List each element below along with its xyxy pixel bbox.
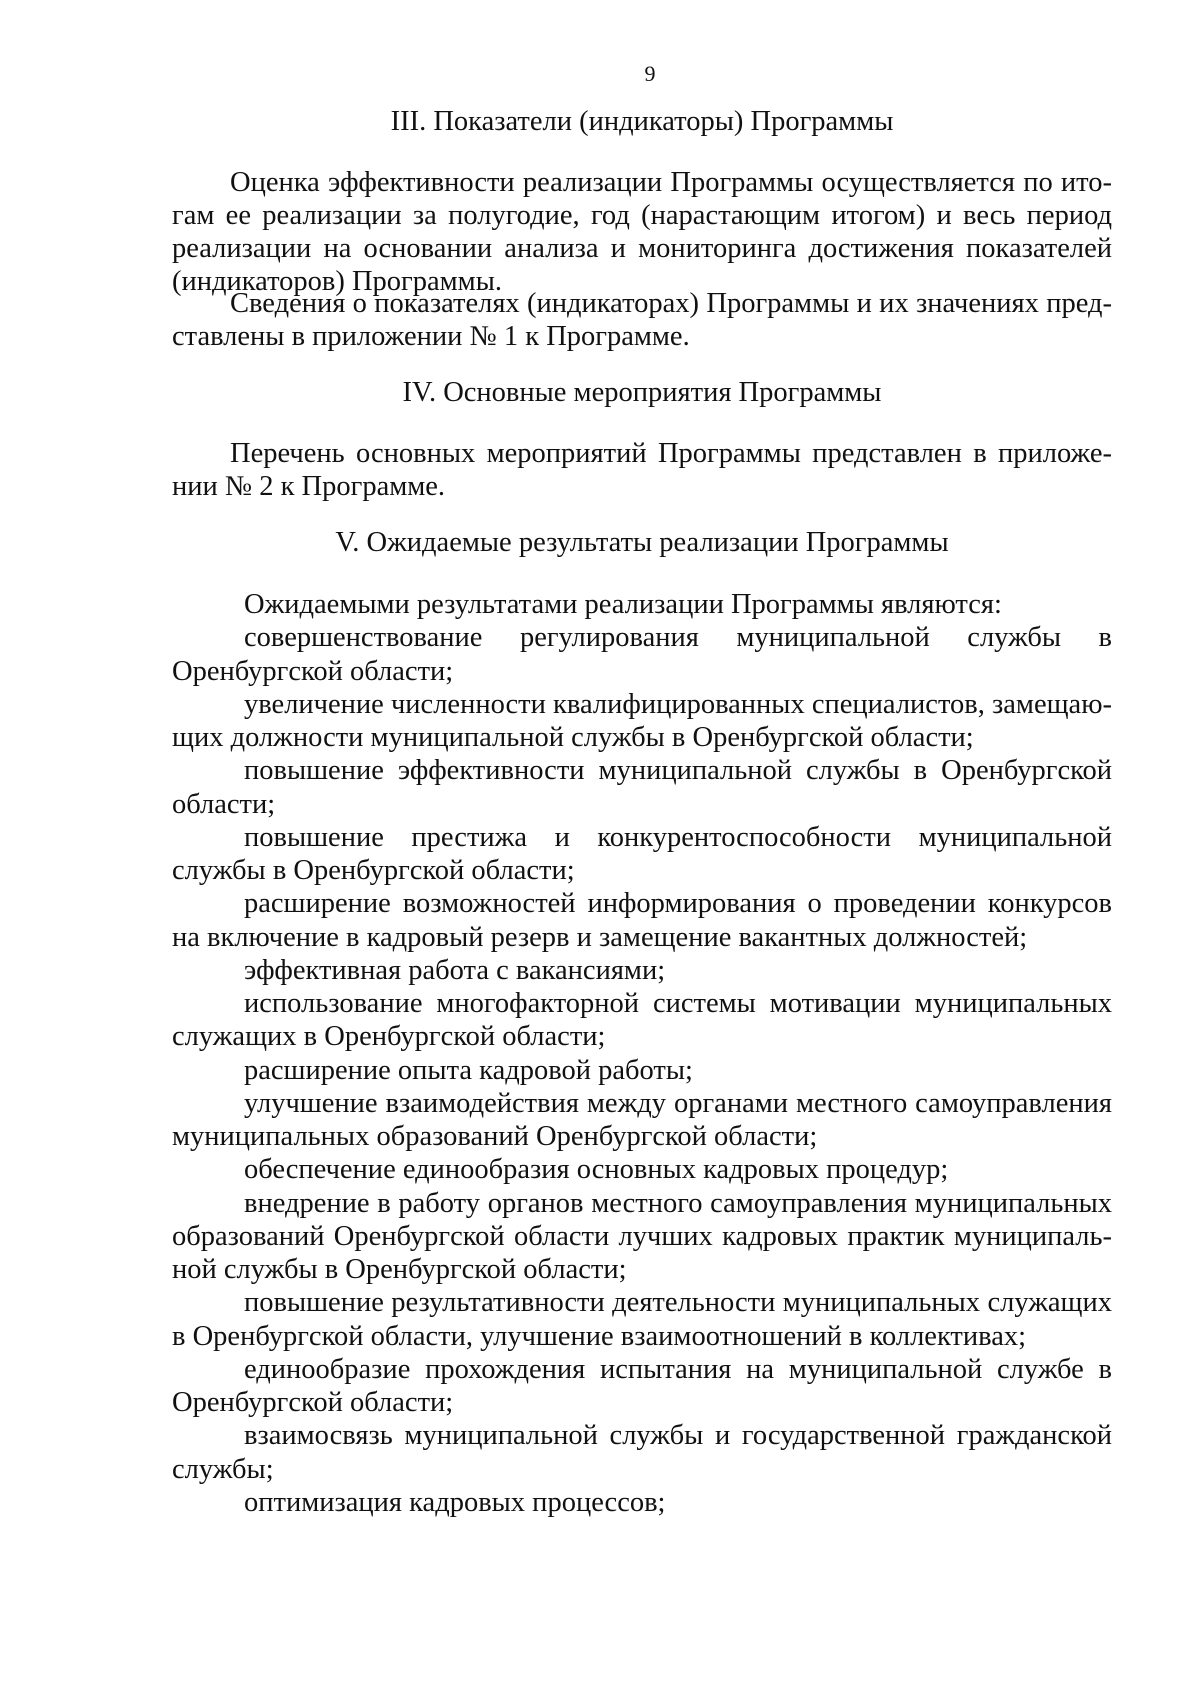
- section-5-heading: V. Ожидаемые результаты реализации Программы: [335, 527, 949, 558]
- list-item: повышение престижа и конкурентоспособности муниципальной службы в Оренбургской области;: [172, 821, 1112, 886]
- page-number: 9: [644, 61, 656, 86]
- expected-results-intro: Ожидаемыми результатами реализации Программы являются:: [244, 589, 1002, 620]
- section-3-heading: III. Показатели (индикаторы) Программы: [390, 106, 894, 137]
- list-item: расширение возможностей информирования о проведении конкурсов на включение в кадровый резерв и замещение вакантных должностей;: [172, 888, 1112, 953]
- section-4-paragraph-1: Перечень основных мероприятий Программы представлен в приложении № 2 к Программе.: [172, 438, 1112, 502]
- list-item: повышение эффективности муниципальной службы в Оренбургской области;: [172, 755, 1112, 820]
- list-item: увеличение численности квалифицированных специалистов, замещающих должности муниципальной службы в Оренбургской области;: [172, 688, 1112, 753]
- expected-results-list: [172, 588, 1112, 1519]
- list-item: взаимосвязь муниципальной службы и государственной гражданской службы;: [172, 1420, 1112, 1485]
- list-item: совершенствование регулирования муниципальной службы в Оренбургской области;: [172, 622, 1112, 687]
- section-3-paragraph-2: Сведения о показателях (индикаторах) Программы и их значениях представлены в приложении № 1 к Программе.: [172, 288, 1112, 352]
- list-item: расширение опыта кадровой работы;: [244, 1054, 693, 1086]
- list-item: обеспечение единообразия основных кадровых процедур;: [244, 1154, 949, 1186]
- list-item: единообразие прохождения испытания на муниципальной службе в Оренбургской области;: [172, 1353, 1112, 1418]
- list-item: использование многофакторной системы мотивации муниципальных служащих в Оренбургской области;: [172, 988, 1112, 1053]
- list-item: повышение результативности деятельности муниципальных служащих в Оренбургской области, улучшение взаимоотношений в коллективах;: [172, 1287, 1112, 1352]
- section-3-paragraph-1: Оценка эффективности реализации Программы осуществляется по итогам ее реализации за полугодие, год (нарастающим итогом) и весь период реализации на основании анализа и мониторинга достижения показателей (индикаторов) Программы.: [172, 167, 1112, 297]
- list-item: оптимизация кадровых процессов;: [244, 1486, 666, 1518]
- list-item: улучшение взаимодействия между органами местного самоуправления муниципальных образований Оренбургской области;: [172, 1087, 1112, 1152]
- list-item: внедрение в работу органов местного самоуправления муниципальных образований Оренбургской области лучших кадровых практик муниципальной службы в Оренбургской области;: [172, 1187, 1112, 1285]
- list-item: эффективная работа с вакансиями;: [244, 954, 666, 986]
- section-4-heading: IV. Основные мероприятия Программы: [402, 377, 882, 408]
